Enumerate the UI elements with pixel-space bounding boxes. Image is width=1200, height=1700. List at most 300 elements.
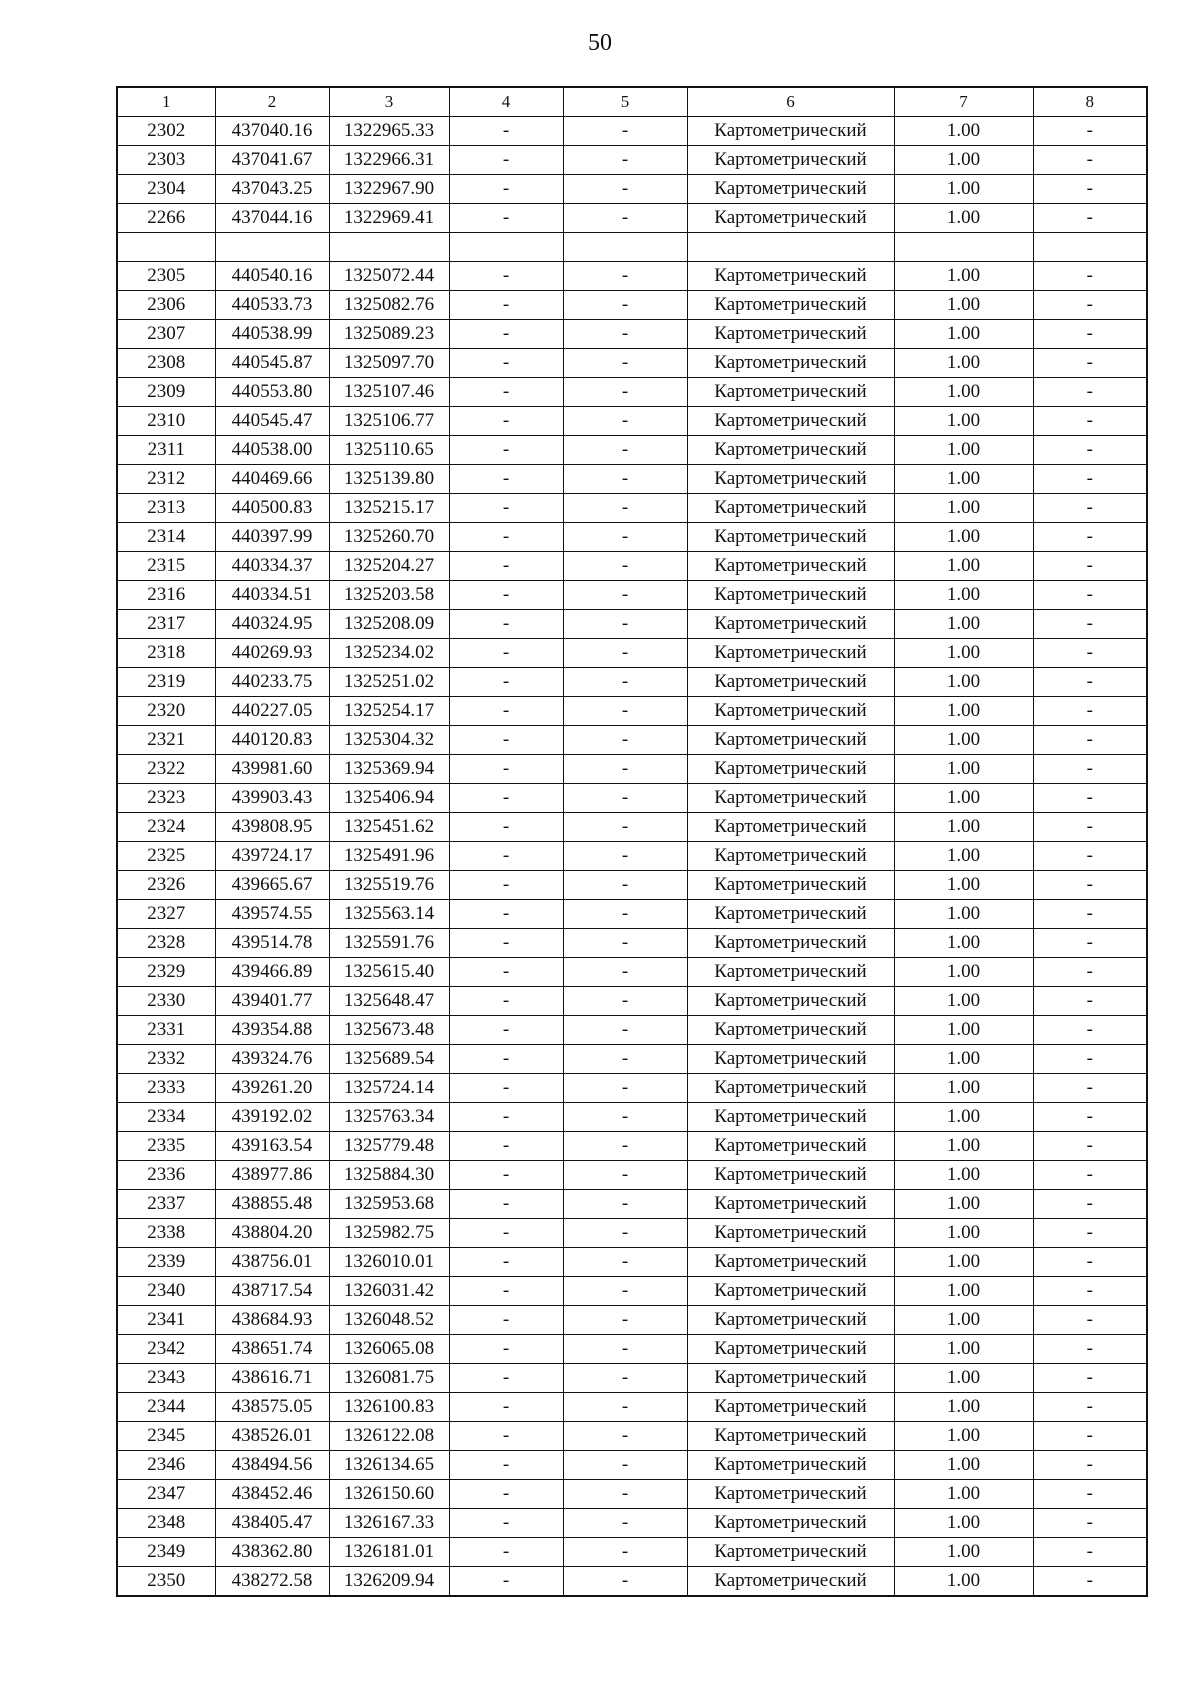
table-cell: 1.00 [894,1364,1033,1393]
table-cell: 1.00 [894,262,1033,291]
table-cell: 1326048.52 [329,1306,449,1335]
table-cell: - [563,1422,687,1451]
table-cell: 439665.67 [215,871,329,900]
table-cell: Картометрический [687,871,894,900]
table-cell: 1.00 [894,1074,1033,1103]
table-cell: 1325953.68 [329,1190,449,1219]
table-cell: - [1033,784,1147,813]
table-cell: - [1033,523,1147,552]
table-row [117,146,1147,175]
table-cell: 1.00 [894,1132,1033,1161]
table-cell: - [1033,1045,1147,1074]
table-row [117,175,1147,204]
coordinates-table [116,86,1148,1597]
table-cell: Картометрический [687,1074,894,1103]
table-cell: 440397.99 [215,523,329,552]
table-cell: - [1033,1306,1147,1335]
table-cell: 2342 [117,1335,215,1364]
table-cell: 2302 [117,117,215,146]
table-cell: 2340 [117,1277,215,1306]
table-cell: 1325648.47 [329,987,449,1016]
table-row [117,262,1147,291]
table-cell: 439808.95 [215,813,329,842]
table-cell: - [449,581,563,610]
table-cell: 2345 [117,1422,215,1451]
table-cell: 2322 [117,755,215,784]
table-cell [894,233,1033,262]
table-cell: - [449,1567,563,1597]
table-cell: 1326167.33 [329,1509,449,1538]
table-cell: - [1033,1422,1147,1451]
table-cell: - [563,639,687,668]
table-cell: 440334.37 [215,552,329,581]
table-cell: - [563,668,687,697]
table-cell: - [1033,668,1147,697]
table-cell: 440324.95 [215,610,329,639]
table-cell: - [563,697,687,726]
table-cell: 1.00 [894,697,1033,726]
table-cell: 1.00 [894,1451,1033,1480]
table-cell: Картометрический [687,1306,894,1335]
table-cell: - [1033,378,1147,407]
table-cell: - [1033,146,1147,175]
table-cell: Картометрический [687,175,894,204]
table-cell: 1326134.65 [329,1451,449,1480]
table-cell: 1325234.02 [329,639,449,668]
table-cell: 2330 [117,987,215,1016]
table-cell: Картометрический [687,1277,894,1306]
table-cell: - [563,523,687,552]
table-cell: - [563,320,687,349]
table-cell: Картометрический [687,639,894,668]
table-cell: 2317 [117,610,215,639]
table-cell: - [449,1219,563,1248]
table-cell: 2324 [117,813,215,842]
table-cell: 2313 [117,494,215,523]
table-cell: 2319 [117,668,215,697]
table-cell: 2332 [117,1045,215,1074]
table-cell: 1325208.09 [329,610,449,639]
table-cell: 1.00 [894,175,1033,204]
table-cell: 1.00 [894,1045,1033,1074]
table-cell: 440533.73 [215,291,329,320]
table-cell: 2338 [117,1219,215,1248]
table-cell: Картометрический [687,117,894,146]
table-cell: 438717.54 [215,1277,329,1306]
column-header: 1 [117,87,215,117]
table-cell: 439724.17 [215,842,329,871]
table-cell: - [449,1045,563,1074]
table-cell: 1.00 [894,494,1033,523]
table-cell: Картометрический [687,291,894,320]
table-cell: - [449,639,563,668]
table-row [117,929,1147,958]
table-cell: 438272.58 [215,1567,329,1597]
table-cell: - [563,117,687,146]
table-cell: 2333 [117,1074,215,1103]
table-cell: 1326150.60 [329,1480,449,1509]
table-cell: - [563,755,687,784]
table-cell: - [1033,1219,1147,1248]
table-cell: - [449,436,563,465]
table-cell: - [449,204,563,233]
table-cell: - [449,1103,563,1132]
table-row [117,668,1147,697]
table-cell: - [449,1422,563,1451]
table-cell: - [449,813,563,842]
table-cell: 1325089.23 [329,320,449,349]
table-cell: - [449,465,563,494]
table-cell: - [1033,1480,1147,1509]
table-cell: Картометрический [687,552,894,581]
table-cell: 2321 [117,726,215,755]
table-cell: 2335 [117,1132,215,1161]
table-cell: 1.00 [894,842,1033,871]
table-cell: Картометрический [687,523,894,552]
table-cell: 439354.88 [215,1016,329,1045]
table-cell: - [1033,204,1147,233]
table-cell: 439466.89 [215,958,329,987]
table-cell: 1325260.70 [329,523,449,552]
table-cell: 1325615.40 [329,958,449,987]
table-row [117,581,1147,610]
table-cell: - [1033,726,1147,755]
table-cell: 1.00 [894,639,1033,668]
table-cell: 2309 [117,378,215,407]
table-cell: 1.00 [894,146,1033,175]
table-cell: 1.00 [894,813,1033,842]
table-cell: - [563,958,687,987]
table-row [117,1306,1147,1335]
table-cell: - [449,175,563,204]
table-cell: 1.00 [894,871,1033,900]
table-cell: - [563,146,687,175]
table-cell: - [1033,1335,1147,1364]
table-cell: Картометрический [687,146,894,175]
table-body [117,117,1147,1597]
column-header: 6 [687,87,894,117]
table-row [117,1509,1147,1538]
table-cell: 2329 [117,958,215,987]
table-cell: Картометрический [687,378,894,407]
table-cell: - [1033,1190,1147,1219]
table-cell: 2327 [117,900,215,929]
table-cell: 1325254.17 [329,697,449,726]
table-cell: - [449,929,563,958]
table-cell: Картометрический [687,900,894,929]
table-cell: 2315 [117,552,215,581]
table-cell: 2316 [117,581,215,610]
table-cell: - [563,1248,687,1277]
table-cell: 2331 [117,1016,215,1045]
table-cell: - [563,1074,687,1103]
table-cell: 1325563.14 [329,900,449,929]
table-cell: - [1033,755,1147,784]
table-cell: 438362.80 [215,1538,329,1567]
table-cell: Картометрический [687,407,894,436]
table-cell: - [563,1451,687,1480]
table-cell: 1325779.48 [329,1132,449,1161]
table-row [117,639,1147,668]
table-cell: 1326122.08 [329,1422,449,1451]
table-cell: 1.00 [894,784,1033,813]
table-cell: Картометрический [687,842,894,871]
table-cell: 2304 [117,175,215,204]
table-cell: 2341 [117,1306,215,1335]
table-row [117,610,1147,639]
table-cell [1033,233,1147,262]
table-cell: Картометрический [687,1132,894,1161]
table-cell: 2323 [117,784,215,813]
table-cell: 2347 [117,1480,215,1509]
table-cell: 439324.76 [215,1045,329,1074]
table-row [117,842,1147,871]
table-row [117,1074,1147,1103]
table-cell: 1.00 [894,436,1033,465]
table-cell: - [1033,1074,1147,1103]
table-row [117,784,1147,813]
table-cell: Картометрический [687,929,894,958]
table-cell: 437040.16 [215,117,329,146]
table-cell: 437041.67 [215,146,329,175]
table-cell: Картометрический [687,668,894,697]
table-cell: 2344 [117,1393,215,1422]
table-cell: - [449,349,563,378]
table-cell: 1325072.44 [329,262,449,291]
table-cell [563,233,687,262]
table-cell: 1.00 [894,1219,1033,1248]
table-cell: Картометрический [687,1248,894,1277]
table-cell: 2325 [117,842,215,871]
table-cell: Картометрический [687,755,894,784]
table-cell: 1325724.14 [329,1074,449,1103]
table-row [117,1016,1147,1045]
table-cell: - [449,552,563,581]
table-cell: Картометрический [687,1480,894,1509]
table-cell: 1326081.75 [329,1364,449,1393]
table-cell: Картометрический [687,1190,894,1219]
table-row-blank [117,233,1147,262]
table-cell: 1325082.76 [329,291,449,320]
table-cell: - [1033,175,1147,204]
table-cell: - [563,204,687,233]
table-cell: - [563,1480,687,1509]
table-cell: Картометрический [687,349,894,378]
table-row [117,1335,1147,1364]
table-cell: Картометрический [687,262,894,291]
table-cell: 1326065.08 [329,1335,449,1364]
table-cell: - [449,1248,563,1277]
table-cell: - [1033,958,1147,987]
table-cell: - [563,291,687,320]
table-row [117,378,1147,407]
table-cell: - [563,175,687,204]
table-row [117,1103,1147,1132]
table-cell: - [449,1277,563,1306]
table-cell: - [1033,639,1147,668]
table-cell: - [563,581,687,610]
table-cell: 1326100.83 [329,1393,449,1422]
table-cell: - [563,929,687,958]
table-cell: - [563,1364,687,1393]
table-row [117,1045,1147,1074]
table-cell: 438804.20 [215,1219,329,1248]
table-cell: Картометрический [687,987,894,1016]
table-cell: - [1033,117,1147,146]
table-cell: 438526.01 [215,1422,329,1451]
table-row [117,1567,1147,1597]
table-cell: 1.00 [894,407,1033,436]
table-cell: 439192.02 [215,1103,329,1132]
table-cell: - [1033,1016,1147,1045]
table-cell: - [1033,1132,1147,1161]
table-cell: Картометрический [687,204,894,233]
table-cell: - [563,349,687,378]
table-cell: - [1033,1393,1147,1422]
table-cell: - [449,1016,563,1045]
table-cell: - [563,1509,687,1538]
table-cell: 438684.93 [215,1306,329,1335]
table-cell: - [1033,1248,1147,1277]
table-cell: - [449,726,563,755]
table-cell: 1325203.58 [329,581,449,610]
table-cell: - [1033,1567,1147,1597]
table-cell: 1325591.76 [329,929,449,958]
table-cell: - [449,1161,563,1190]
table-row [117,117,1147,146]
table-cell: 1.00 [894,668,1033,697]
table-cell: 1.00 [894,1161,1033,1190]
table-cell: - [563,1277,687,1306]
table-cell: 1325215.17 [329,494,449,523]
table-cell: - [449,407,563,436]
table-cell: - [563,1016,687,1045]
table-cell: - [1033,349,1147,378]
table-row [117,436,1147,465]
table-cell: Картометрический [687,494,894,523]
table-cell: - [1033,291,1147,320]
table-cell: 1.00 [894,581,1033,610]
table-cell: - [1033,436,1147,465]
table-cell: - [449,755,563,784]
table-row [117,552,1147,581]
table-cell: - [563,262,687,291]
table-row [117,349,1147,378]
table-cell: 1326031.42 [329,1277,449,1306]
table-cell: 1.00 [894,117,1033,146]
table-cell: 439261.20 [215,1074,329,1103]
table-cell: - [1033,1161,1147,1190]
table-cell: 1325451.62 [329,813,449,842]
table-cell: - [449,291,563,320]
table-cell: 1322967.90 [329,175,449,204]
table-cell: - [1033,1103,1147,1132]
table-cell: 1.00 [894,320,1033,349]
table-cell: - [449,1480,563,1509]
table-cell: - [563,1190,687,1219]
table-cell: - [1033,697,1147,726]
table-cell: - [563,552,687,581]
table-cell: 437044.16 [215,204,329,233]
table-cell: - [449,1335,563,1364]
table-cell: 440545.87 [215,349,329,378]
table-cell: - [449,784,563,813]
table-cell: Картометрический [687,1509,894,1538]
table-cell: - [449,697,563,726]
table-cell: 440545.47 [215,407,329,436]
table-cell: 1.00 [894,958,1033,987]
table-cell: - [1033,987,1147,1016]
table-cell: - [1033,320,1147,349]
table-cell: 1.00 [894,1509,1033,1538]
table-cell: 1.00 [894,1538,1033,1567]
table-cell: 2266 [117,204,215,233]
table-cell: - [1033,581,1147,610]
table-cell: - [449,871,563,900]
table-row [117,900,1147,929]
table-cell: Картометрический [687,1045,894,1074]
table-cell [449,233,563,262]
table-cell: Картометрический [687,1103,894,1132]
table-row [117,320,1147,349]
table-cell: - [563,465,687,494]
table-cell [329,233,449,262]
table-cell: - [1033,262,1147,291]
table-cell: 2343 [117,1364,215,1393]
column-header: 2 [215,87,329,117]
table-cell: 1325491.96 [329,842,449,871]
table-cell: - [1033,842,1147,871]
table-cell: 1325406.94 [329,784,449,813]
table-cell: 1.00 [894,1103,1033,1132]
table-cell [117,233,215,262]
table-cell: 2349 [117,1538,215,1567]
table-cell: - [449,610,563,639]
table-cell: - [563,1103,687,1132]
table-cell: 437043.25 [215,175,329,204]
table-cell: 1325689.54 [329,1045,449,1074]
table-cell: 1322966.31 [329,146,449,175]
table-cell: 2306 [117,291,215,320]
table-cell: - [449,1074,563,1103]
column-header: 3 [329,87,449,117]
table-cell: 1.00 [894,987,1033,1016]
table-cell: 1325763.34 [329,1103,449,1132]
table-cell: 440500.83 [215,494,329,523]
table-cell: - [449,1538,563,1567]
table-cell: - [449,378,563,407]
table-cell: - [449,494,563,523]
table-cell: 1.00 [894,755,1033,784]
table-cell: 2307 [117,320,215,349]
table-cell: - [563,784,687,813]
table-cell: 440334.51 [215,581,329,610]
table-cell: 1.00 [894,349,1033,378]
table-cell: 2305 [117,262,215,291]
table-cell: 1325204.27 [329,552,449,581]
table-cell: - [1033,1538,1147,1567]
table-row [117,871,1147,900]
table-cell: 1.00 [894,1480,1033,1509]
table-cell: - [563,1161,687,1190]
page-number: 50 [588,30,612,56]
table-cell: 2311 [117,436,215,465]
table-cell: Картометрический [687,610,894,639]
table-cell: 1326010.01 [329,1248,449,1277]
table-cell: - [449,958,563,987]
table-cell: - [563,871,687,900]
table-cell: 439981.60 [215,755,329,784]
